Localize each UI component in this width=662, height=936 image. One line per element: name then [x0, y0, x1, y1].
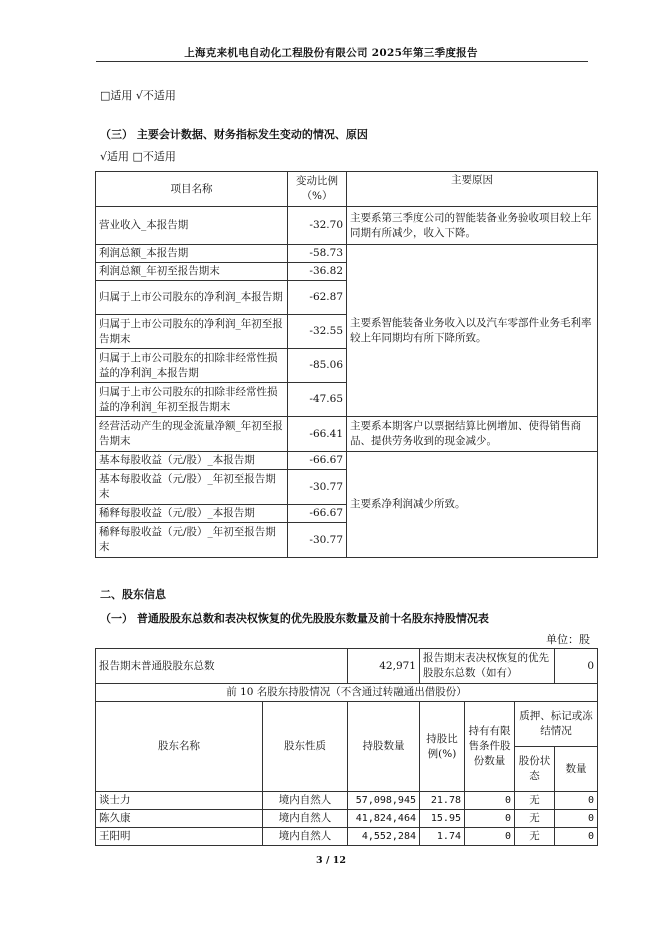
table-row-item: 归属于上市公司股东的扣除非经常性损益的净利润_年初至报告期末	[96, 383, 288, 417]
table-row-item: 归属于上市公司股东的净利润_本报告期	[96, 281, 288, 315]
col-header-restricted: 持有有限售条件股份数量	[465, 702, 515, 792]
holder-shares: 41,824,464	[348, 810, 420, 828]
section3-applicability: √适用 □不适用	[100, 150, 176, 163]
page-header: 上海克来机电自动化工程股份有限公司 2025年第三季度报告	[184, 47, 478, 59]
holder-qty: 0	[555, 828, 598, 846]
holder-nature: 境内自然人	[263, 810, 348, 828]
page-number: 3 / 12	[316, 855, 346, 866]
table-row-ratio: -66.67	[288, 505, 347, 523]
table-row-ratio: -32.70	[288, 207, 347, 245]
total-holders-label: 报告期末普通股股东总数	[96, 649, 348, 684]
table-row-item: 基本每股收益（元/股）_年初至报告期末	[96, 470, 288, 505]
holder-name: 陈久康	[96, 810, 263, 828]
table-row-item: 归属于上市公司股东的扣除非经常性损益的净利润_本报告期	[96, 349, 288, 383]
holder-ratio: 15.95	[420, 810, 465, 828]
table-row	[96, 792, 598, 810]
col-header-shares: 持股数量	[348, 702, 420, 792]
holder-restricted: 0	[465, 828, 515, 846]
table-row-item: 基本每股收益（元/股）_本报告期	[96, 452, 288, 470]
holder-ratio: 1.74	[420, 828, 465, 846]
table-row	[96, 810, 598, 828]
pref-holders-value: 0	[555, 649, 598, 684]
table-row-ratio: -36.82	[288, 263, 347, 281]
change-table	[95, 171, 598, 558]
col-header-item: 项目名称	[96, 172, 288, 207]
col-header-name: 股东名称	[96, 702, 263, 792]
shareholder-table	[95, 648, 598, 846]
table-row-ratio: -66.67	[288, 452, 347, 470]
table-row-item: 利润总额_本报告期	[96, 245, 288, 263]
holder-name: 王阳明	[96, 828, 263, 846]
table-row-item: 归属于上市公司股东的净利润_年初至报告期末	[96, 315, 288, 349]
col-header-nature: 股东性质	[263, 702, 348, 792]
total-holders-value: 42,971	[348, 649, 420, 684]
reason-cell: 主要系净利润减少所致。	[347, 452, 598, 558]
holder-qty: 0	[555, 792, 598, 810]
pref-holders-label: 报告期末表决权恢复的优先股股东总数（如有）	[420, 649, 555, 684]
shareholder-section-title: 二、股东信息	[100, 588, 166, 601]
holder-nature: 境内自然人	[263, 792, 348, 810]
unit-label: 单位：股	[546, 633, 590, 646]
holder-ratio: 21.78	[420, 792, 465, 810]
reason-cell: 主要系智能装备业务收入以及汽车零部件业务毛利率较上年同期均有所下降所致。	[347, 245, 598, 417]
holder-restricted: 0	[465, 810, 515, 828]
col-header-reason: 主要原因	[347, 172, 598, 207]
header-divider	[96, 61, 588, 62]
holder-qty: 0	[555, 810, 598, 828]
table-row-item: 营业收入_本报告期	[96, 207, 288, 245]
holder-shares: 57,098,945	[348, 792, 420, 810]
table-row-ratio: -30.77	[288, 523, 347, 558]
holder-status: 无	[515, 792, 555, 810]
applicability-top: □适用 √不适用	[100, 89, 176, 102]
table-row-ratio: -58.73	[288, 245, 347, 263]
holder-restricted: 0	[465, 792, 515, 810]
reason-cell: 主要系本期客户以票据结算比例增加、使得销售商品、提供劳务收到的现金减少。	[347, 417, 598, 452]
table-row-item: 稀释每股收益（元/股）_年初至报告期末	[96, 523, 288, 558]
reason-cell: 主要系第三季度公司的智能装备业务验收项目较上年同期有所减少，收入下降。	[347, 207, 598, 245]
section3-title: （三） 主要会计数据、财务指标发生变动的情况、原因	[100, 128, 368, 141]
table-row-ratio: -66.41	[288, 417, 347, 452]
table-row-item: 经营活动产生的现金流量净额_年初至报告期末	[96, 417, 288, 452]
shareholder-subtitle: （一） 普通股股东总数和表决权恢复的优先股股东数量及前十名股东持股情况表	[100, 612, 489, 625]
holder-status: 无	[515, 810, 555, 828]
table-row-ratio: -32.55	[288, 315, 347, 349]
table-row-ratio: -62.87	[288, 281, 347, 315]
col-header-qty: 数量	[555, 747, 598, 792]
col-header-ratio: 持股比例(%)	[420, 702, 465, 792]
table-row-item: 利润总额_年初至报告期末	[96, 263, 288, 281]
table-row-ratio: -30.77	[288, 470, 347, 505]
table-row-item: 稀释每股收益（元/股）_本报告期	[96, 505, 288, 523]
holder-status: 无	[515, 828, 555, 846]
holder-name: 谈士力	[96, 792, 263, 810]
table-row-ratio: -85.06	[288, 349, 347, 383]
table-row-ratio: -47.65	[288, 383, 347, 417]
col-header-status: 股份状态	[515, 747, 555, 792]
col-header-pledge: 质押、标记或冻结情况	[515, 702, 598, 747]
top10-caption: 前 10 名股东持股情况（不含通过转融通出借股份）	[96, 684, 598, 702]
table-row	[96, 828, 598, 846]
holder-nature: 境内自然人	[263, 828, 348, 846]
holder-shares: 4,552,284	[348, 828, 420, 846]
col-header-ratio: 变动比例（%）	[288, 172, 347, 207]
